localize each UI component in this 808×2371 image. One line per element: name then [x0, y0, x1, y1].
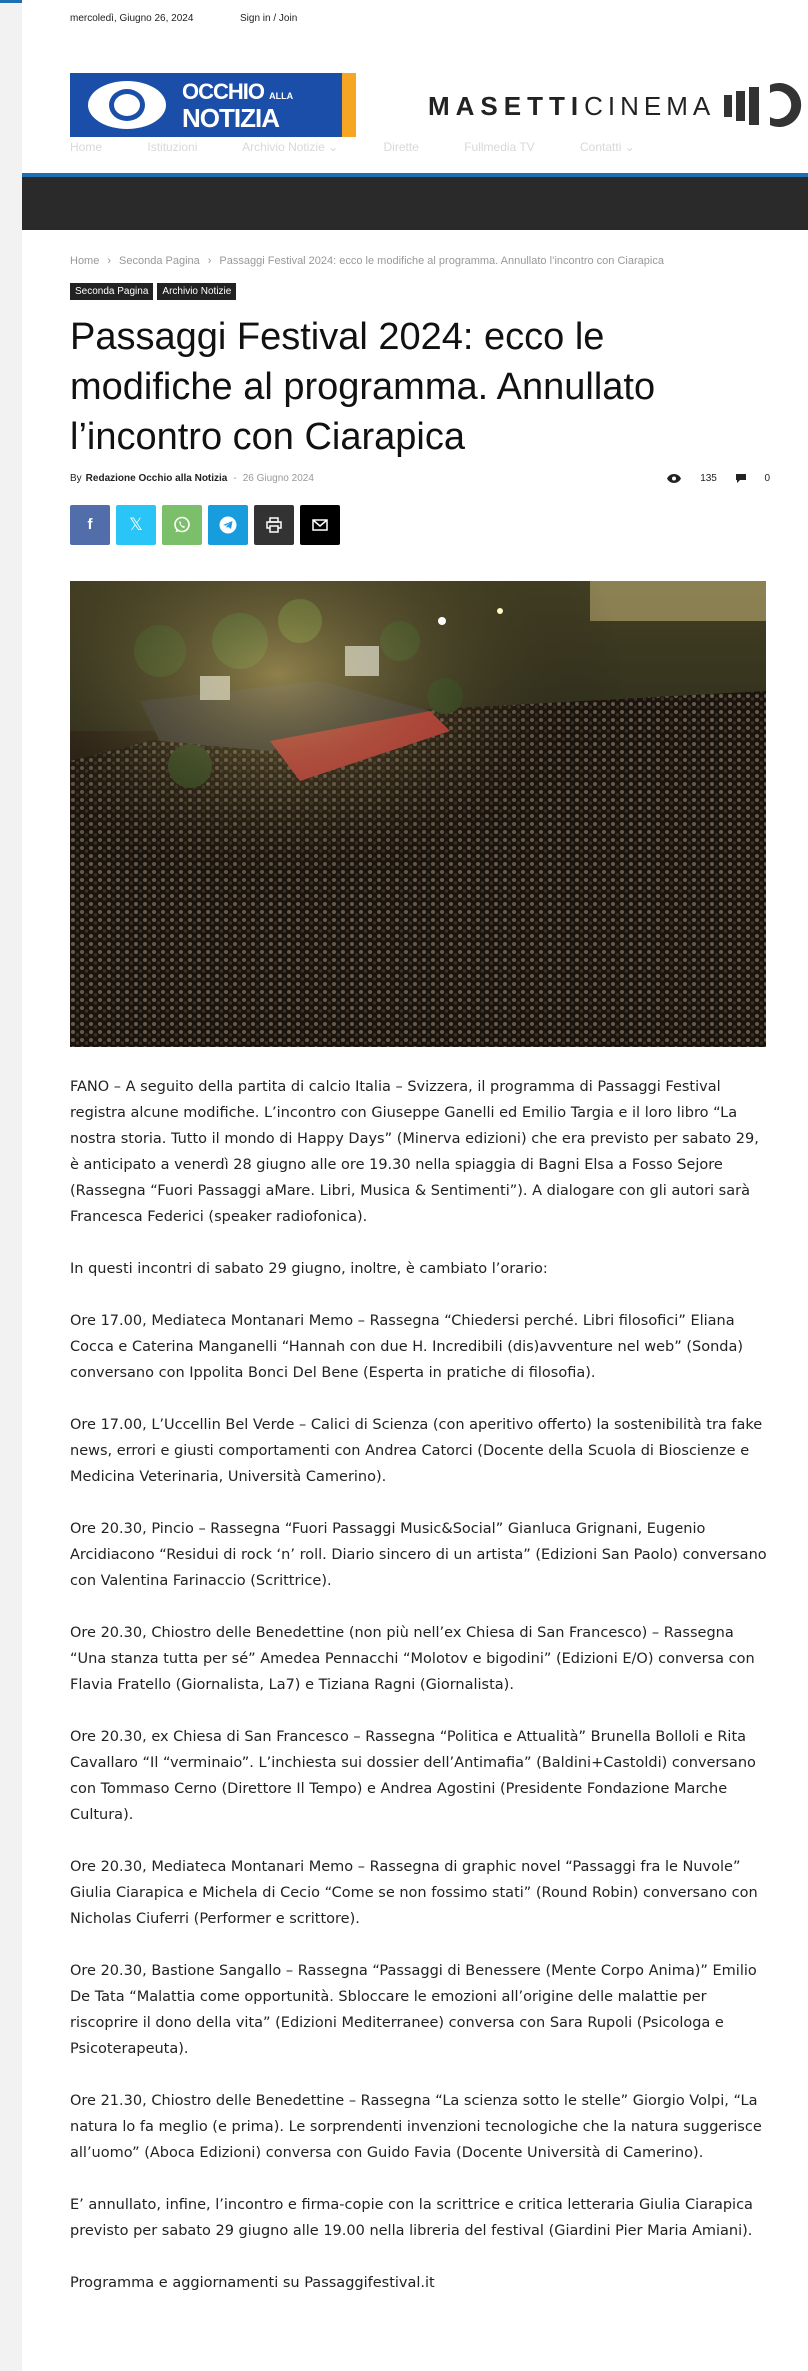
nav-item-archivio[interactable]: Archivio Notizie ⌄ [242, 140, 339, 154]
email-icon [312, 519, 328, 531]
author-link[interactable]: Redazione Occhio alla Notizia [85, 473, 228, 484]
views-count: 135 [667, 473, 716, 484]
facebook-icon: f [87, 516, 93, 533]
breadcrumb-separator-icon: › [207, 255, 212, 267]
breadcrumb-current: Passaggi Festival 2024: ecco le modifiche al programma. Annullato l’incontro con Ciarapica [219, 255, 664, 267]
nav-item-istituzioni[interactable]: Istituzioni [147, 140, 198, 154]
breadcrumb [70, 255, 664, 267]
article-meta: By Redazione Occhio alla Notizia - 26 Giugno 2024 135 0 [70, 473, 770, 484]
article-paragraph: Ore 20.30, Mediateca Montanari Memo – Rassegna di graphic novel “Passaggi fra le Nuvole” Giulia Ciarapica e Michela di Cecio “Come se non fossimo stati” (Round Robin) conversano con Nicholas Ciuferri (Performer e scrittore). [70, 1859, 758, 1927]
site-logo[interactable] [70, 73, 356, 137]
article-paragraph: Ore 20.30, Bastione Sangallo – Rassegna “Passaggi di Benessere (Mente Corpo Anima)” Emilio De Tata “Malattia come opportunità. Sbloccare le emozioni all’origine delle malattie per riscoprire il dono della vita” (Edizioni Mediterranee) conversa con Sara Rupoli (Psicologa e Psicoterapeuta). [70, 1963, 757, 2057]
article-paragraph: Ore 17.00, L’Uccellin Bel Verde – Calici di Scienza (con aperitivo offerto) la sostenibilità tra fake news, errori e giusti comportamenti con Andrea Catorci (Docente della Scuola di Bioscienze e Medicina Veterinaria, Università Camerino). [70, 1417, 763, 1485]
article-featured-image[interactable] [70, 581, 766, 1047]
breadcrumb-separator-icon: › [107, 255, 112, 267]
breadcrumb-section[interactable]: Seconda Pagina [119, 255, 200, 267]
article-body [70, 1074, 770, 2322]
eye-logo-icon [88, 81, 166, 129]
signin-link[interactable]: Sign in / Join [240, 13, 298, 24]
page-container [22, 0, 808, 2371]
menu-bar [22, 173, 808, 230]
comment-icon [736, 474, 746, 483]
share-email-button[interactable] [300, 505, 340, 545]
masetti-logo-icon [722, 81, 808, 129]
article-paragraph: Ore 20.30, Pincio – Rassegna “Fuori Passaggi Music&Social” Gianluca Grignani, Eugenio Arcidiacono “Residui di rock ‘n’ roll. Diario sincero di un artista” (Edizioni San Paolo) conversano con Valentina Farinaccio (Scrittrice). [70, 1521, 767, 1589]
article-stats [651, 473, 770, 484]
nav-item-home[interactable]: Home [70, 140, 103, 154]
eye-icon [667, 474, 681, 483]
current-date: mercoledì, Giugno 26, 2024 [70, 13, 194, 24]
share-x-button[interactable] [116, 505, 156, 545]
share-facebook-button[interactable] [70, 505, 110, 545]
article-title: Passaggi Festival 2024: ecco le modifiche al programma. Annullato l’incontro con Ciarapica [70, 316, 656, 458]
tag-archivio-notizie[interactable]: Archivio Notizie [157, 283, 236, 300]
article-paragraph: FANO – A seguito della partita di calcio Italia – Svizzera, il programma di Passaggi Festival registra alcune modifiche. L’incontro con Giuseppe Ganelli ed Emilio Targia e il loro libro “La nostra storia. Tutto il mondo di Happy Days” (Minerva edizioni) che era previsto per sabato 29, è anticipato a venerdì 28 giugno alle ore 19.30 nella spiaggia di Bagni Elsa a Fosso Sejore (Rassegna “Fuori Passaggi aMare. Libri, Musica & Sentimenti”). A dialogare con gli autori sarà Francesca Federici (speaker radiofonica). [70, 1079, 759, 1225]
article-paragraph: Ore 21.30, Chiostro delle Benedettine – Rassegna “La scienza sotto le stelle” Giorgio Volpi, “La natura lo fa meglio (e prima). Le sorprendenti invenzioni tecnologiche che la natura suggerisce all’uomo” (Aboca Edizioni) conversa con Guido Favia (Docente Università di Camerino). [70, 2093, 762, 2161]
comments-count[interactable]: 0 [736, 473, 770, 484]
nav-item-fullmedia[interactable]: Fullmedia TV [464, 140, 535, 154]
telegram-icon [219, 516, 237, 534]
festival-crowd-photo [70, 581, 766, 1047]
article-paragraph: Ore 17.00, Mediateca Montanari Memo – Rassegna “Chiedersi perché. Libri filosofici” Eliana Cocca e Caterina Manganelli “Hannah con due H. Incredibili (dis)avventure nel web” (Sonda) conversano con Ippolita Bonci Del Bene (Esperta in pratiche di filosofia). [70, 1313, 744, 1381]
share-print-button[interactable] [254, 505, 294, 545]
nav-item-contatti[interactable]: Contatti ⌄ [580, 140, 635, 154]
top-bar [22, 3, 808, 33]
main-navigation [70, 140, 677, 160]
category-tags [70, 281, 240, 300]
article-paragraph: In questi incontri di sabato 29 giugno, inoltre, è cambiato l’orario: [70, 1261, 548, 1277]
nav-item-dirette[interactable]: Dirette [383, 140, 419, 154]
tag-seconda-pagina[interactable]: Seconda Pagina [70, 283, 153, 300]
ad-banner-masetti[interactable] [428, 91, 715, 122]
logo-line1: OCCHIO [182, 79, 264, 104]
breadcrumb-home[interactable]: Home [70, 255, 100, 267]
ad-brand-bold: MASETTI [428, 91, 585, 121]
logo-line2: NOTIZIA [182, 103, 279, 133]
article-paragraph: Programma e aggiornamenti su Passaggifestival.it [70, 2275, 435, 2291]
x-twitter-icon: 𝕏 [129, 515, 143, 534]
share-buttons [70, 505, 346, 545]
logo-line1-small: ALLA [269, 91, 294, 101]
article-date: 26 Giugno 2024 [242, 473, 314, 484]
article-paragraph: E’ annullato, infine, l’incontro e firma-copie con la scrittrice e critica letteraria Giulia Ciarapica previsto per sabato 29 giugno alle 19.00 nella libreria del festival (Giardini Pier Maria Amiani). [70, 2197, 753, 2239]
whatsapp-icon [173, 516, 191, 534]
ad-brand-light: CINEMA [584, 91, 716, 121]
print-icon [266, 517, 282, 533]
article-paragraph: Ore 20.30, Chiostro delle Benedettine (non più nell’ex Chiesa di San Francesco) – Rassegna “Una stanza tutta per sé” Amedea Pennacchi “Molotov e bigodini” (Edizioni E/O) conversa con Flavia Fratello (Giornalista, La7) e Tiziana Ragni (Giornalista). [70, 1625, 755, 1693]
byline-prefix: By [70, 473, 82, 484]
share-telegram-button[interactable] [208, 505, 248, 545]
share-whatsapp-button[interactable] [162, 505, 202, 545]
article-paragraph: Ore 20.30, ex Chiesa di San Francesco – Rassegna “Politica e Attualità” Brunella Bolloli e Rita Cavallaro “Il “verminaio”. L’inchiesta sui dossier dell’Antimafia” (Baldini+Castoldi) conversano con Tommaso Cerno (Direttore Il Tempo) e Andrea Agostini (Presidente Fondazione Marche Cultura). [70, 1729, 756, 1823]
